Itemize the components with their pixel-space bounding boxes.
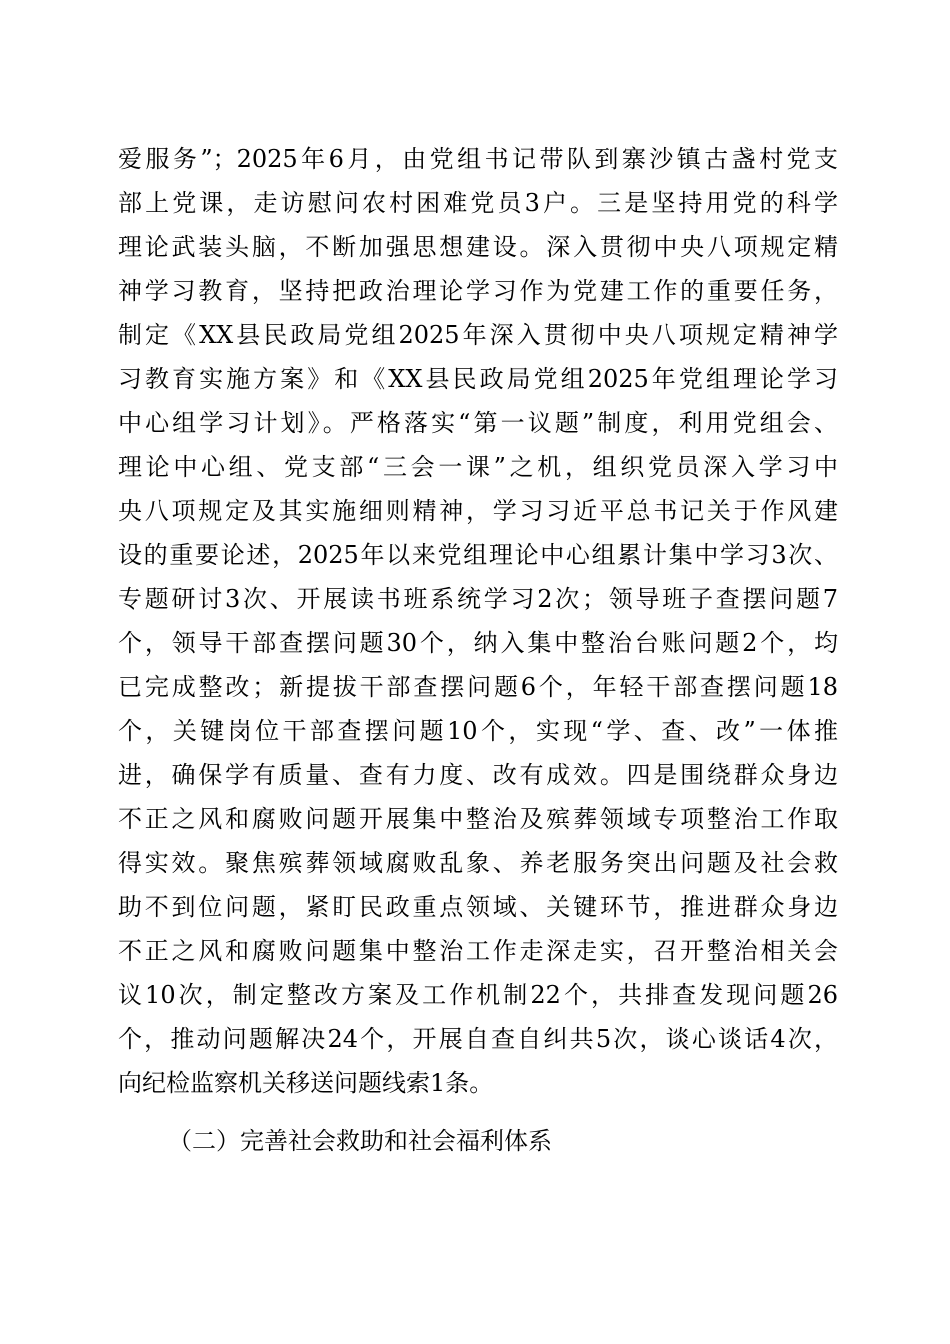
paragraph-line: 向纪检监察机关移送问题线索1条。 [118,1069,494,1097]
paragraph-line: 不正之风和腐败问题开展集中整治及殡葬领域专项整治工作取 [118,805,838,833]
paragraph-line: 理论中心组、党支部“三会一课”之机，组织党员深入学习中 [118,453,838,481]
paragraph-line: 爱服务”；2025年6月，由党组书记带队到寨沙镇古盏村党支 [118,145,838,173]
paragraph-line: 部上党课，走访慰问农村困难党员3户。三是坚持用党的科学 [118,189,838,217]
section-heading: （二）完善社会救助和社会福利体系 [168,1127,552,1155]
paragraph-line: 已完成整改；新提拔干部查摆问题6个，年轻干部查摆问题18 [118,673,838,701]
paragraph-line: 央八项规定及其实施细则精神，学习习近平总书记关于作风建 [118,497,838,525]
paragraph-line: 理论武装头脑，不断加强思想建设。深入贯彻中央八项规定精 [118,233,838,261]
paragraph-line: 个，领导干部查摆问题30个，纳入集中整治台账问题2个，均 [118,629,838,657]
paragraph-line: 专题研讨3次、开展读书班系统学习2次；领导班子查摆问题7 [118,585,838,613]
paragraph-line: 不正之风和腐败问题集中整治工作走深走实，召开整治相关会 [118,937,838,965]
paragraph-line: 议10次，制定整改方案及工作机制22个，共排查发现问题26 [118,981,838,1009]
paragraph-line: 中心组学习计划》。严格落实“第一议题”制度，利用党组会、 [118,409,838,437]
paragraph-line: 制定《XX县民政局党组2025年深入贯彻中央八项规定精神学 [118,321,838,349]
paragraph-line: 得实效。聚焦殡葬领域腐败乱象、养老服务突出问题及社会救 [118,849,838,877]
paragraph-line: 助不到位问题，紧盯民政重点领域、关键环节，推进群众身边 [118,893,838,921]
paragraph-line: 个，推动问题解决24个，开展自查自纠共5次，谈心谈话4次， [118,1025,838,1053]
paragraph-line: 神学习教育，坚持把政治理论学习作为党建工作的重要任务， [118,277,838,305]
paragraph-line: 个，关键岗位干部查摆问题10个，实现“学、查、改”一体推 [118,717,838,745]
paragraph-line: 进，确保学有质量、查有力度、改有成效。四是围绕群众身边 [118,761,838,789]
paragraph-line: 习教育实施方案》和《XX县民政局党组2025年党组理论学习 [118,365,838,393]
paragraph-line: 设的重要论述，2025年以来党组理论中心组累计集中学习3次、 [118,541,838,569]
body-paragraph [118,137,838,1105]
